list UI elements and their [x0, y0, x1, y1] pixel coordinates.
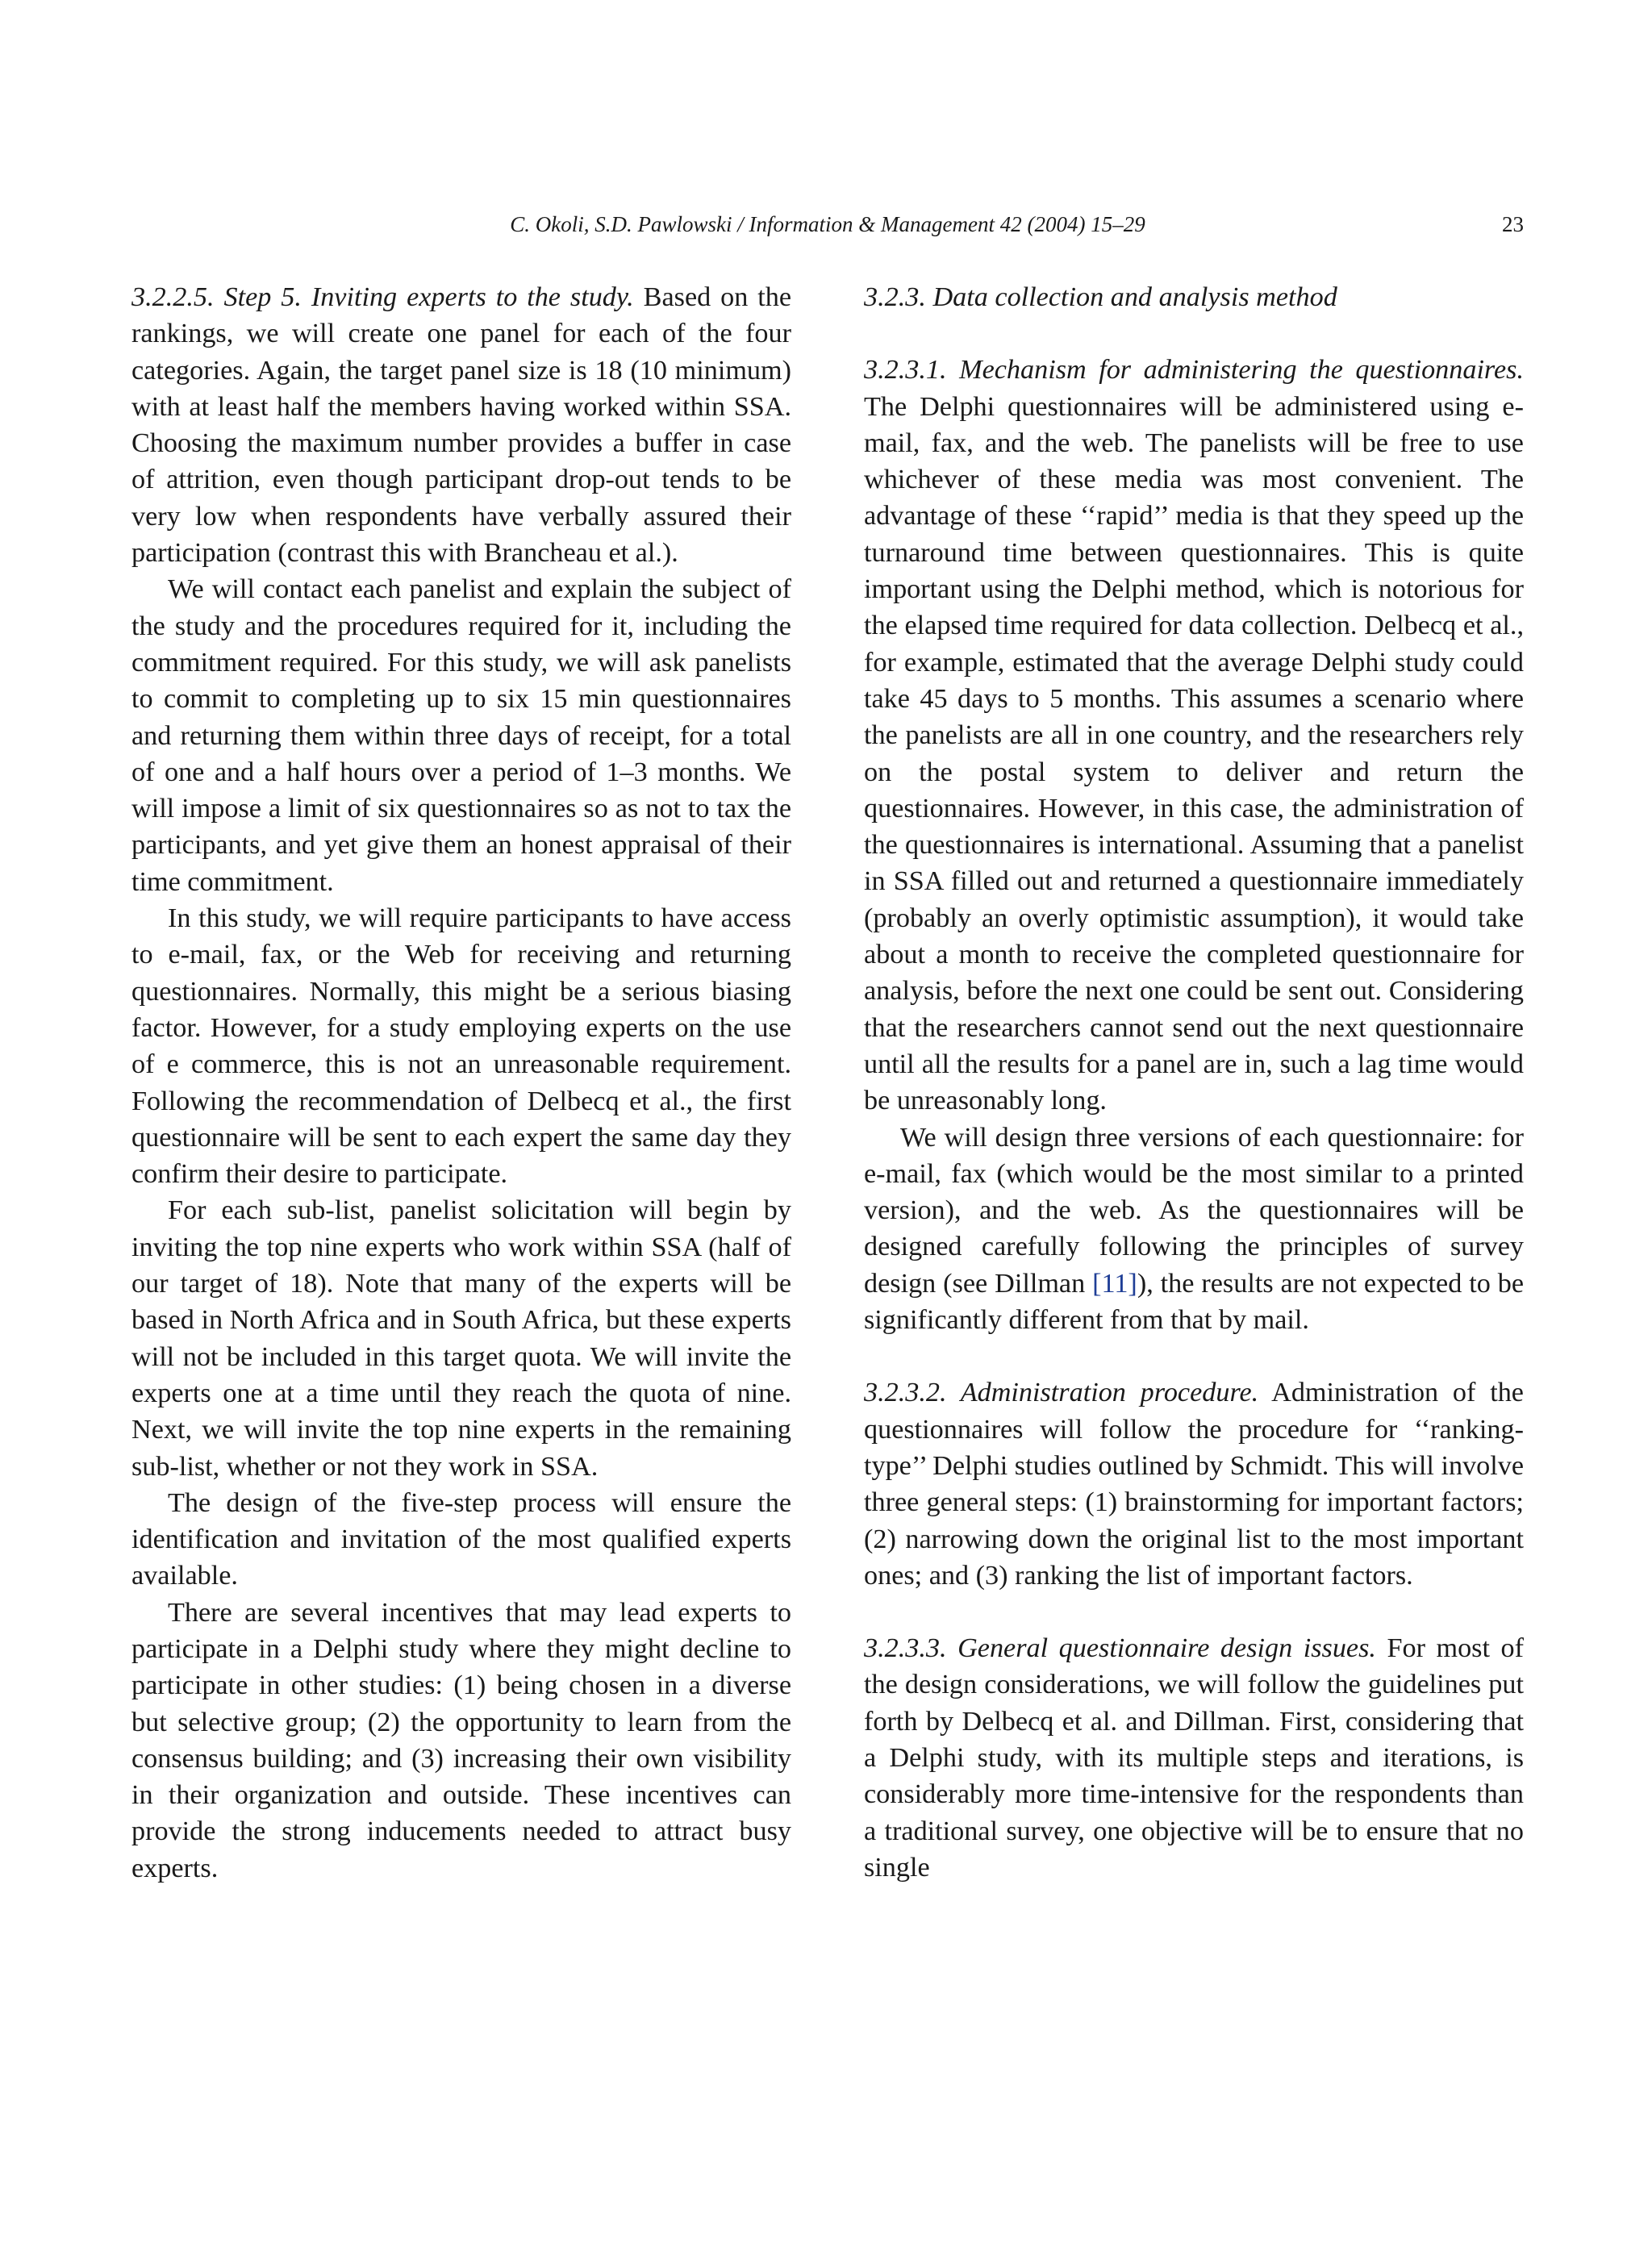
versions-text-after: ), the results are not expected to be significantly different from that by mail. [864, 1268, 1525, 1336]
general-design-paragraph [864, 1630, 1524, 1886]
paragraph-incentives: There are several incentives that may lead experts to participate in a Delphi study where they might decline to participate in other studies: (1) being chosen in a diverse but selective group; (2) the opportunity to learn from the consensus building; and (3) increasing their own visibility in their organization and outside. These incentives can provide the strong inducements needed to attract busy experts. [131, 1597, 791, 1883]
versions-text-before: We will design three versions of each questionnaire: for e-mail, fax (which would be the most similar to a printed version), and the web. As the questionnaires will be designed carefully following the principles of survey design (see Dillman [864, 1122, 1524, 1299]
paragraph-participant-access: In this study, we will require participants to have access to e-mail, fax, or the Web for receiving and returning questionnaires. Normally, this might be a serious biasing factor. However, for a study employing experts on the use of e commerce, this is not an unreasonable requirement. Following the recommendation of Delbecq et al., the first questionnaire will be sent to each expert the same day they confirm their desire to participate. [131, 903, 791, 1190]
right-column [864, 279, 1524, 1886]
section-spacer [864, 1594, 1524, 1630]
general-design-heading: 3.2.3.3. General questionnaire design issues. [864, 1633, 1376, 1664]
paragraph-sublist-solicitation: For each sub-list, panelist solicitation will begin by inviting the top nine experts who work within SSA (half of our target of 18). Note that many of the experts will be based in North Africa and in South Africa, but these experts will not be included in this target quota. We will invite the experts one at a time until they reach the quota of nine. Next, we will invite the top nine experts in the remaining sub-list, whether or not they work in SSA. [131, 1195, 791, 1482]
paragraph-questionnaire-versions [864, 1120, 1524, 1339]
step5-text: Based on the rankings, we will create one panel for each of the four categories. Again, the target panel size is 18 (10 minimum) with at least half the members having worked within SSA. Choosing the maximum number provides a buffer in case of attrition, even though participant drop-out tends to be very low when respondents have verbally assured their participation (contrast this with Brancheau et al.). [131, 282, 791, 569]
mechanism-text: The Delphi questionnaires will be administered using e-mail, fax, and the web. The panelists will be free to use whichever of these media was most convenient. The advantage of these ‘‘rapid’’ media is that they speed up the turnaround time between questionnaires. This is quite important using the Delphi method, which is notorious for the elapsed time required for data collection. Delbecq et al., for example, estimated that the average Delphi study could take 45 days to 5 months. This assumes a scenario where the panelists are all in one country, and the researchers rely on the postal system to deliver and return the questionnaires. However, in this case, the administration of the questionnaires is international. Assuming that a panelist in SSA filled out and returned a questionnaire immediately (probably an overly optimistic assumption), it would take about a month to receive the completed questionnaire for analysis, before the next one could be sent out. Considering that the researchers cannot send out the next questionnaire until all the results for a panel are in, such a lag time would be unreasonably long. [864, 391, 1524, 1116]
step5-heading: 3.2.2.5. Step 5. Inviting experts to the study. [131, 282, 634, 312]
paragraph-contact-panelists: We will contact each panelist and explain the subject of the study and the procedures required for it, including the commitment required. For this study, we will ask panelists to commit to completing up to six 15 min questionnaires and returning them within three days of receipt, for a total of one and a half hours over a period of 1–3 months. We will impose a limit of six questionnaires so as not to tax the participants, and yet give them an honest appraisal of their time commitment. [131, 574, 791, 897]
section-spacer [864, 1338, 1524, 1374]
general-design-text: For most of the design considerations, we will follow the guidelines put forth by Delbecq et al. and Dillman. First, considering that a Delphi study, with its multiple steps and iterations, is considerably more time-intensive for the respondents than a traditional survey, one objective will be to ensure that no single [864, 1633, 1524, 1883]
admin-text: Administration of the questionnaires will follow the procedure for ‘‘ranking-type’’ Delphi studies outlined by Schmidt. This will involve three general steps: (1) brainstorming for important factors; (2) narrowing down the original list to the most important ones; and (3) ranking the list of important factors. [864, 1378, 1524, 1591]
mechanism-paragraph [864, 352, 1524, 1119]
page-number: 23 [1502, 212, 1524, 236]
running-head [131, 208, 1524, 240]
section-spacer [864, 315, 1524, 352]
journal-citation: C. Okoli, S.D. Pawlowski / Information & Management 42 (2004) 15–29 [510, 212, 1145, 236]
step5-paragraph [131, 279, 791, 571]
section-heading-data-collection: 3.2.3. Data collection and analysis method [864, 282, 1337, 312]
admin-heading: 3.2.3.2. Administration procedure. [864, 1378, 1259, 1408]
reference-link-11[interactable]: [11] [1092, 1268, 1137, 1299]
mechanism-heading: 3.2.3.1. Mechanism for administering the questionnaires. [864, 355, 1524, 386]
left-column [131, 279, 791, 1887]
admin-paragraph [864, 1374, 1524, 1594]
paragraph-process-design: The design of the five-step process will ensure the identification and invitation of the most qualified experts available. [131, 1487, 791, 1591]
